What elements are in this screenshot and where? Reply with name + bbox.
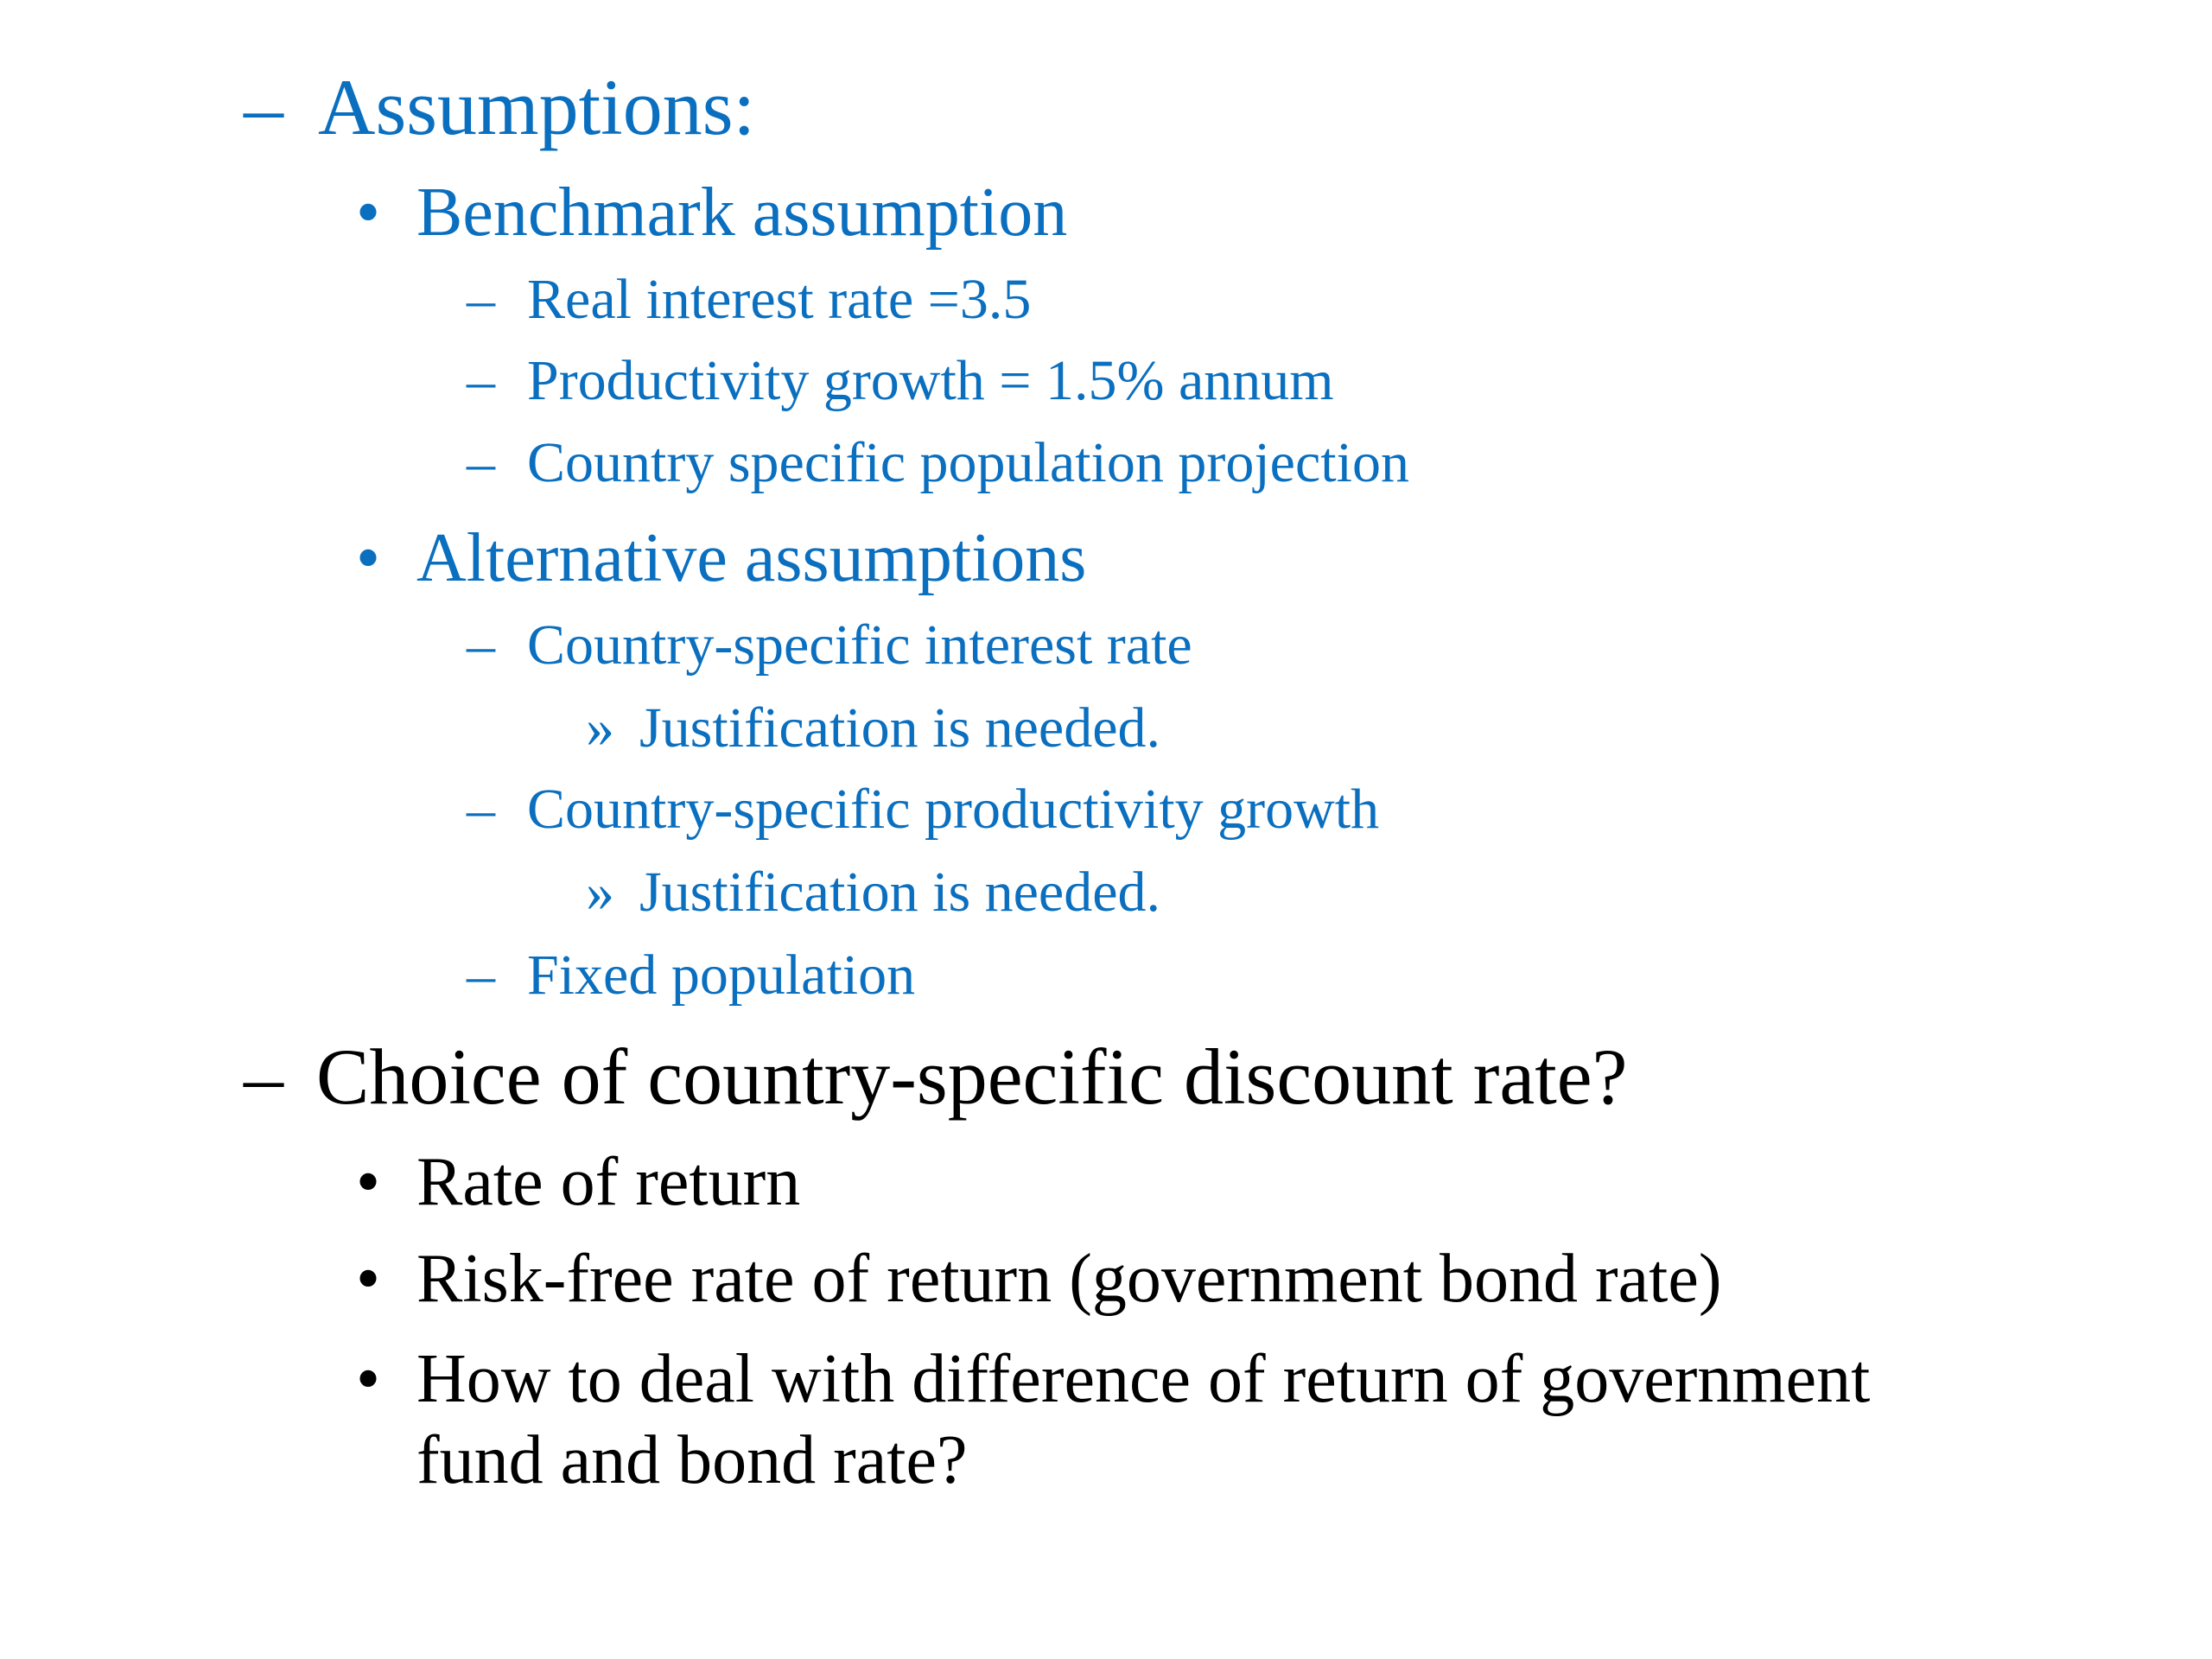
dash-bullet: – (467, 944, 495, 1007)
benchmark-item: Country specific population projection (527, 431, 1409, 494)
round-bullet: • (356, 1341, 381, 1417)
alternative-item: Country-specific productivity growth (527, 778, 1380, 841)
alternative-item: Fixed population (527, 944, 916, 1007)
discount-item: Risk-free rate of return (government bond rate) (416, 1241, 1722, 1317)
round-bullet: • (356, 1241, 381, 1317)
alternative-assumptions-label: Alternative assumptions (416, 520, 1087, 596)
dash-bullet: – (244, 63, 283, 151)
alternative-item: Country-specific interest rate (527, 613, 1192, 677)
justification-note: Justification is needed. (639, 861, 1161, 924)
discount-item: How to deal with difference of return of government (416, 1341, 1871, 1417)
benchmark-assumption-label: Benchmark assumption (416, 175, 1068, 251)
dash-bullet: – (467, 778, 495, 841)
round-bullet: • (356, 175, 381, 251)
section-title-discount-rate: Choice of country-specific discount rate? (316, 1033, 1628, 1121)
guillemet-bullet: » (586, 696, 614, 760)
discount-item-continuation: fund and bond rate? (416, 1422, 968, 1498)
dash-bullet: – (244, 1033, 283, 1121)
guillemet-bullet: » (586, 861, 614, 924)
dash-bullet: – (467, 349, 495, 412)
round-bullet: • (356, 1144, 381, 1220)
dash-bullet: – (467, 613, 495, 677)
benchmark-item: Productivity growth = 1.5% annum (527, 349, 1334, 412)
round-bullet: • (356, 520, 381, 596)
dash-bullet: – (467, 268, 495, 331)
dash-bullet: – (467, 431, 495, 494)
justification-note: Justification is needed. (639, 696, 1161, 760)
section-title-assumptions: Assumptions: (318, 63, 756, 151)
benchmark-item: Real interest rate =3.5 (527, 268, 1032, 331)
discount-item: Rate of return (416, 1144, 801, 1220)
